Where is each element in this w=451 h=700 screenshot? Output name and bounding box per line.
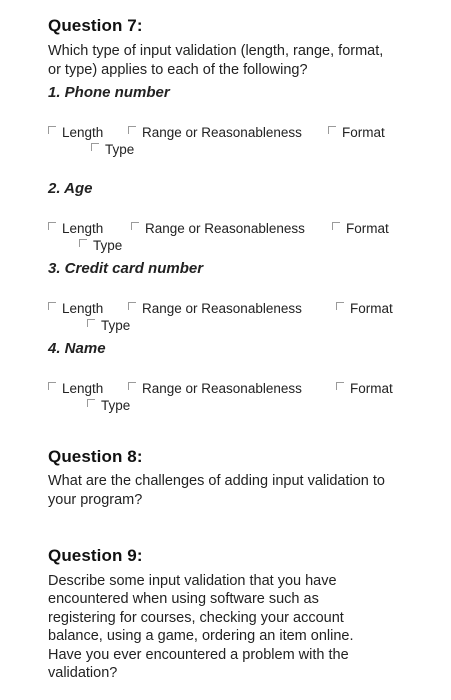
checkbox-icon[interactable] (87, 399, 95, 407)
checkbox-icon[interactable] (87, 319, 95, 327)
age-length-option[interactable] (48, 221, 103, 236)
option-label: Type (101, 318, 131, 333)
item-phone-number-title: 1. Phone number (48, 84, 170, 101)
credit-card-range-option[interactable] (128, 301, 302, 316)
option-label: Format (342, 125, 385, 140)
option-label: Type (105, 142, 135, 157)
question-9-line-5: Have you ever encountered a problem with the (48, 647, 349, 663)
question-7-prompt-line-1: Which type of input validation (length, range, format, (48, 43, 384, 59)
option-label: Type (93, 238, 123, 253)
credit-card-format-option[interactable] (336, 301, 393, 316)
checkbox-icon[interactable] (48, 222, 56, 230)
checkbox-icon[interactable] (131, 222, 139, 230)
option-label: Length (62, 125, 104, 140)
item-age-title: 2. Age (48, 180, 93, 197)
age-type-option[interactable] (79, 238, 122, 253)
option-label: Format (346, 221, 389, 236)
option-label: Range or Reasonableness (142, 301, 302, 316)
credit-card-length-option[interactable] (48, 301, 103, 316)
checkbox-icon[interactable] (91, 143, 99, 151)
phone-number-type-option[interactable] (91, 142, 134, 157)
checkbox-icon[interactable] (128, 382, 136, 390)
item-credit-card-title: 3. Credit card number (48, 260, 204, 277)
checkbox-icon[interactable] (128, 126, 136, 134)
option-label: Length (62, 381, 104, 396)
question-7-title: Question 7: (48, 16, 143, 35)
question-9-line-2: encountered when using software such as (48, 591, 319, 607)
option-label: Range or Reasonableness (145, 221, 305, 236)
checkbox-icon[interactable] (336, 302, 344, 310)
checkbox-icon[interactable] (128, 302, 136, 310)
question-8-title: Question 8: (48, 447, 143, 466)
item-name-title: 4. Name (48, 340, 106, 357)
question-8-line-2: your program? (48, 492, 143, 508)
option-label: Format (350, 301, 393, 316)
phone-number-format-option[interactable] (328, 125, 385, 140)
phone-number-length-option[interactable] (48, 125, 103, 140)
question-9-line-4: balance, using a game, ordering an item online. (48, 628, 354, 644)
checkbox-icon[interactable] (48, 302, 56, 310)
name-format-option[interactable] (336, 381, 393, 396)
age-range-option[interactable] (131, 221, 305, 236)
question-9-line-3: registering for courses, checking your account (48, 610, 344, 626)
option-label: Length (62, 221, 104, 236)
checkbox-icon[interactable] (79, 239, 87, 247)
option-label: Length (62, 301, 104, 316)
option-label: Range or Reasonableness (142, 125, 302, 140)
credit-card-type-option[interactable] (87, 318, 130, 333)
name-length-option[interactable] (48, 381, 103, 396)
name-type-option[interactable] (87, 398, 130, 413)
checkbox-icon[interactable] (328, 126, 336, 134)
phone-number-range-option[interactable] (128, 125, 302, 140)
question-8-line-1: What are the challenges of adding input validation to (48, 473, 385, 489)
checkbox-icon[interactable] (332, 222, 340, 230)
name-range-option[interactable] (128, 381, 302, 396)
option-label: Type (101, 398, 131, 413)
checkbox-icon[interactable] (48, 382, 56, 390)
question-9-title: Question 9: (48, 546, 143, 565)
question-9-line-1: Describe some input validation that you have (48, 573, 337, 589)
option-label: Format (350, 381, 393, 396)
question-9-line-6: validation? (48, 665, 118, 681)
checkbox-icon[interactable] (336, 382, 344, 390)
checkbox-icon[interactable] (48, 126, 56, 134)
question-7-prompt-line-2: or type) applies to each of the following? (48, 62, 308, 78)
age-format-option[interactable] (332, 221, 389, 236)
option-label: Range or Reasonableness (142, 381, 302, 396)
